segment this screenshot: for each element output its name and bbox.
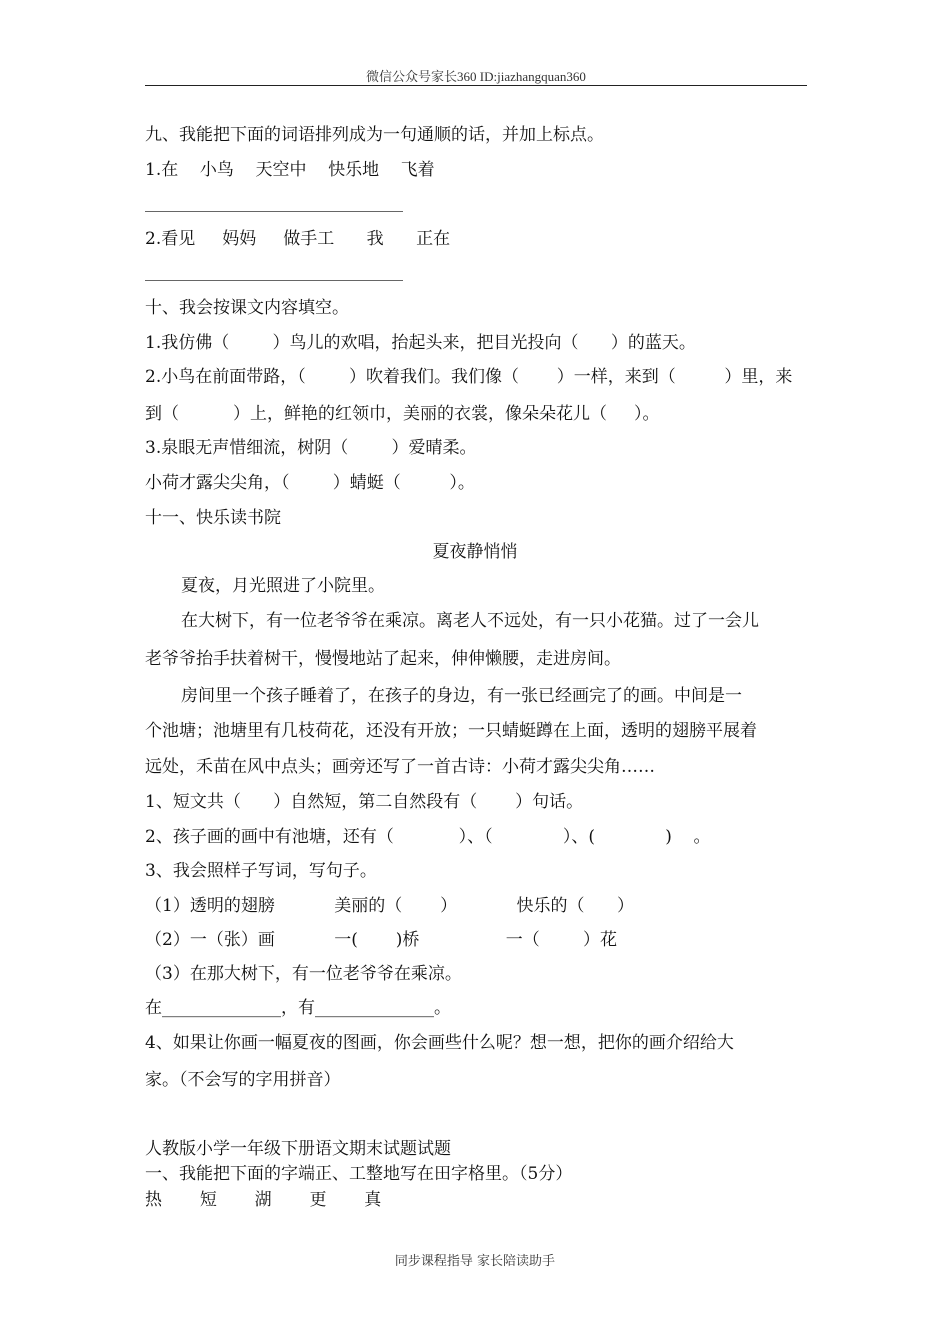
section-10-question-2a: 2.小鸟在前面带路，（ ）吹着我们。我们像（ ）一样，来到（ ）里，来 (145, 367, 793, 387)
section-10-question-1: 1.我仿佛（ ）鸟儿的欢唱，抬起头来，把目光投向（ ）的蓝天。 (145, 333, 696, 353)
section-9-question-1: 1.在 小鸟 天空中 快乐地 飞着 (145, 160, 435, 180)
story-paragraph-3-line-1: 房间里一个孩子睡着了，在孩子的身边，有一张已经画完了的画。中间是一 (181, 686, 742, 706)
reading-question-3-2: （2）一（张）画 一( )桥 一（ ）花 (145, 930, 618, 950)
reading-question-4-line-1: 4、如果让你画一幅夏夜的图画，你会画些什么呢？想一想，把你的画介绍给大 (145, 1033, 734, 1053)
story-paragraph-3-line-2: 个池塘；池塘里有几枝荷花，还没有开放；一只蜻蜓蹲在上面，透明的翅膀平展着 (145, 721, 757, 741)
reading-question-4-line-2: 家。（不会写的字用拼音） (145, 1070, 341, 1090)
exam-characters: 热 短 湖 更 真 (145, 1190, 382, 1210)
reading-question-3: 3、我会照样子写词，写句子。 (145, 861, 377, 881)
reading-question-2: 2、孩子画的画中有池塘，还有（ ）、（ ）、( ) 。 (145, 827, 711, 847)
reading-question-3-1: （1）透明的翅膀 美丽的（ ） 快乐的（ ） (145, 896, 634, 916)
reading-question-3-4: 在______________，有______________。 (145, 998, 451, 1018)
story-paragraph-3-line-3: 远处，禾苗在风中点头；画旁还写了一首古诗：小荷才露尖尖角…… (145, 757, 655, 777)
answer-line-1 (145, 211, 403, 212)
story-paragraph-1: 夏夜，月光照进了小院里。 (181, 576, 385, 596)
section-10-question-3a: 3.泉眼无声惜细流，树阴（ ）爱晴柔。 (145, 438, 477, 458)
exam-question-1: 一、我能把下面的字端正、工整地写在田字格里。（5分） (145, 1164, 573, 1184)
story-paragraph-2-line-1: 在大树下，有一位老爷爷在乘凉。离老人不远处，有一只小花猫。过了一会儿 (181, 611, 759, 631)
story-paragraph-2-line-2: 老爷爷抬手扶着树干，慢慢地站了起来，伸伸懒腰，走进房间。 (145, 649, 621, 669)
story-title: 夏夜静悄悄 (432, 542, 518, 562)
answer-line-2 (145, 280, 403, 281)
reading-question-3-3: （3）在那大树下，有一位老爷爷在乘凉。 (145, 964, 462, 984)
exam-title: 人教版小学一年级下册语文期末试题试题 (145, 1139, 451, 1159)
page-header: 微信公众号家长360 ID:jiazhangquan360 (366, 69, 586, 84)
section-9-title: 九、我能把下面的词语排列成为一句通顺的话，并加上标点。 (145, 125, 604, 145)
section-10-title: 十、我会按课文内容填空。 (145, 298, 349, 318)
section-10-question-3b: 小荷才露尖尖角，（ ）蜻蜓（ ）。 (145, 473, 475, 493)
section-10-question-2b: 到（ ）上，鲜艳的红领巾，美丽的衣裳，像朵朵花儿（ ）。 (145, 404, 660, 424)
section-11-title: 十一、快乐读书院 (145, 508, 281, 528)
page-footer: 同步课程指导 家长陪读助手 (394, 1254, 556, 1269)
header-divider (145, 85, 807, 86)
reading-question-1: 1、短文共（ ）自然短，第二自然段有（ ）句话。 (145, 792, 584, 812)
section-9-question-2: 2.看见 妈妈 做手工 我 正在 (145, 229, 451, 249)
